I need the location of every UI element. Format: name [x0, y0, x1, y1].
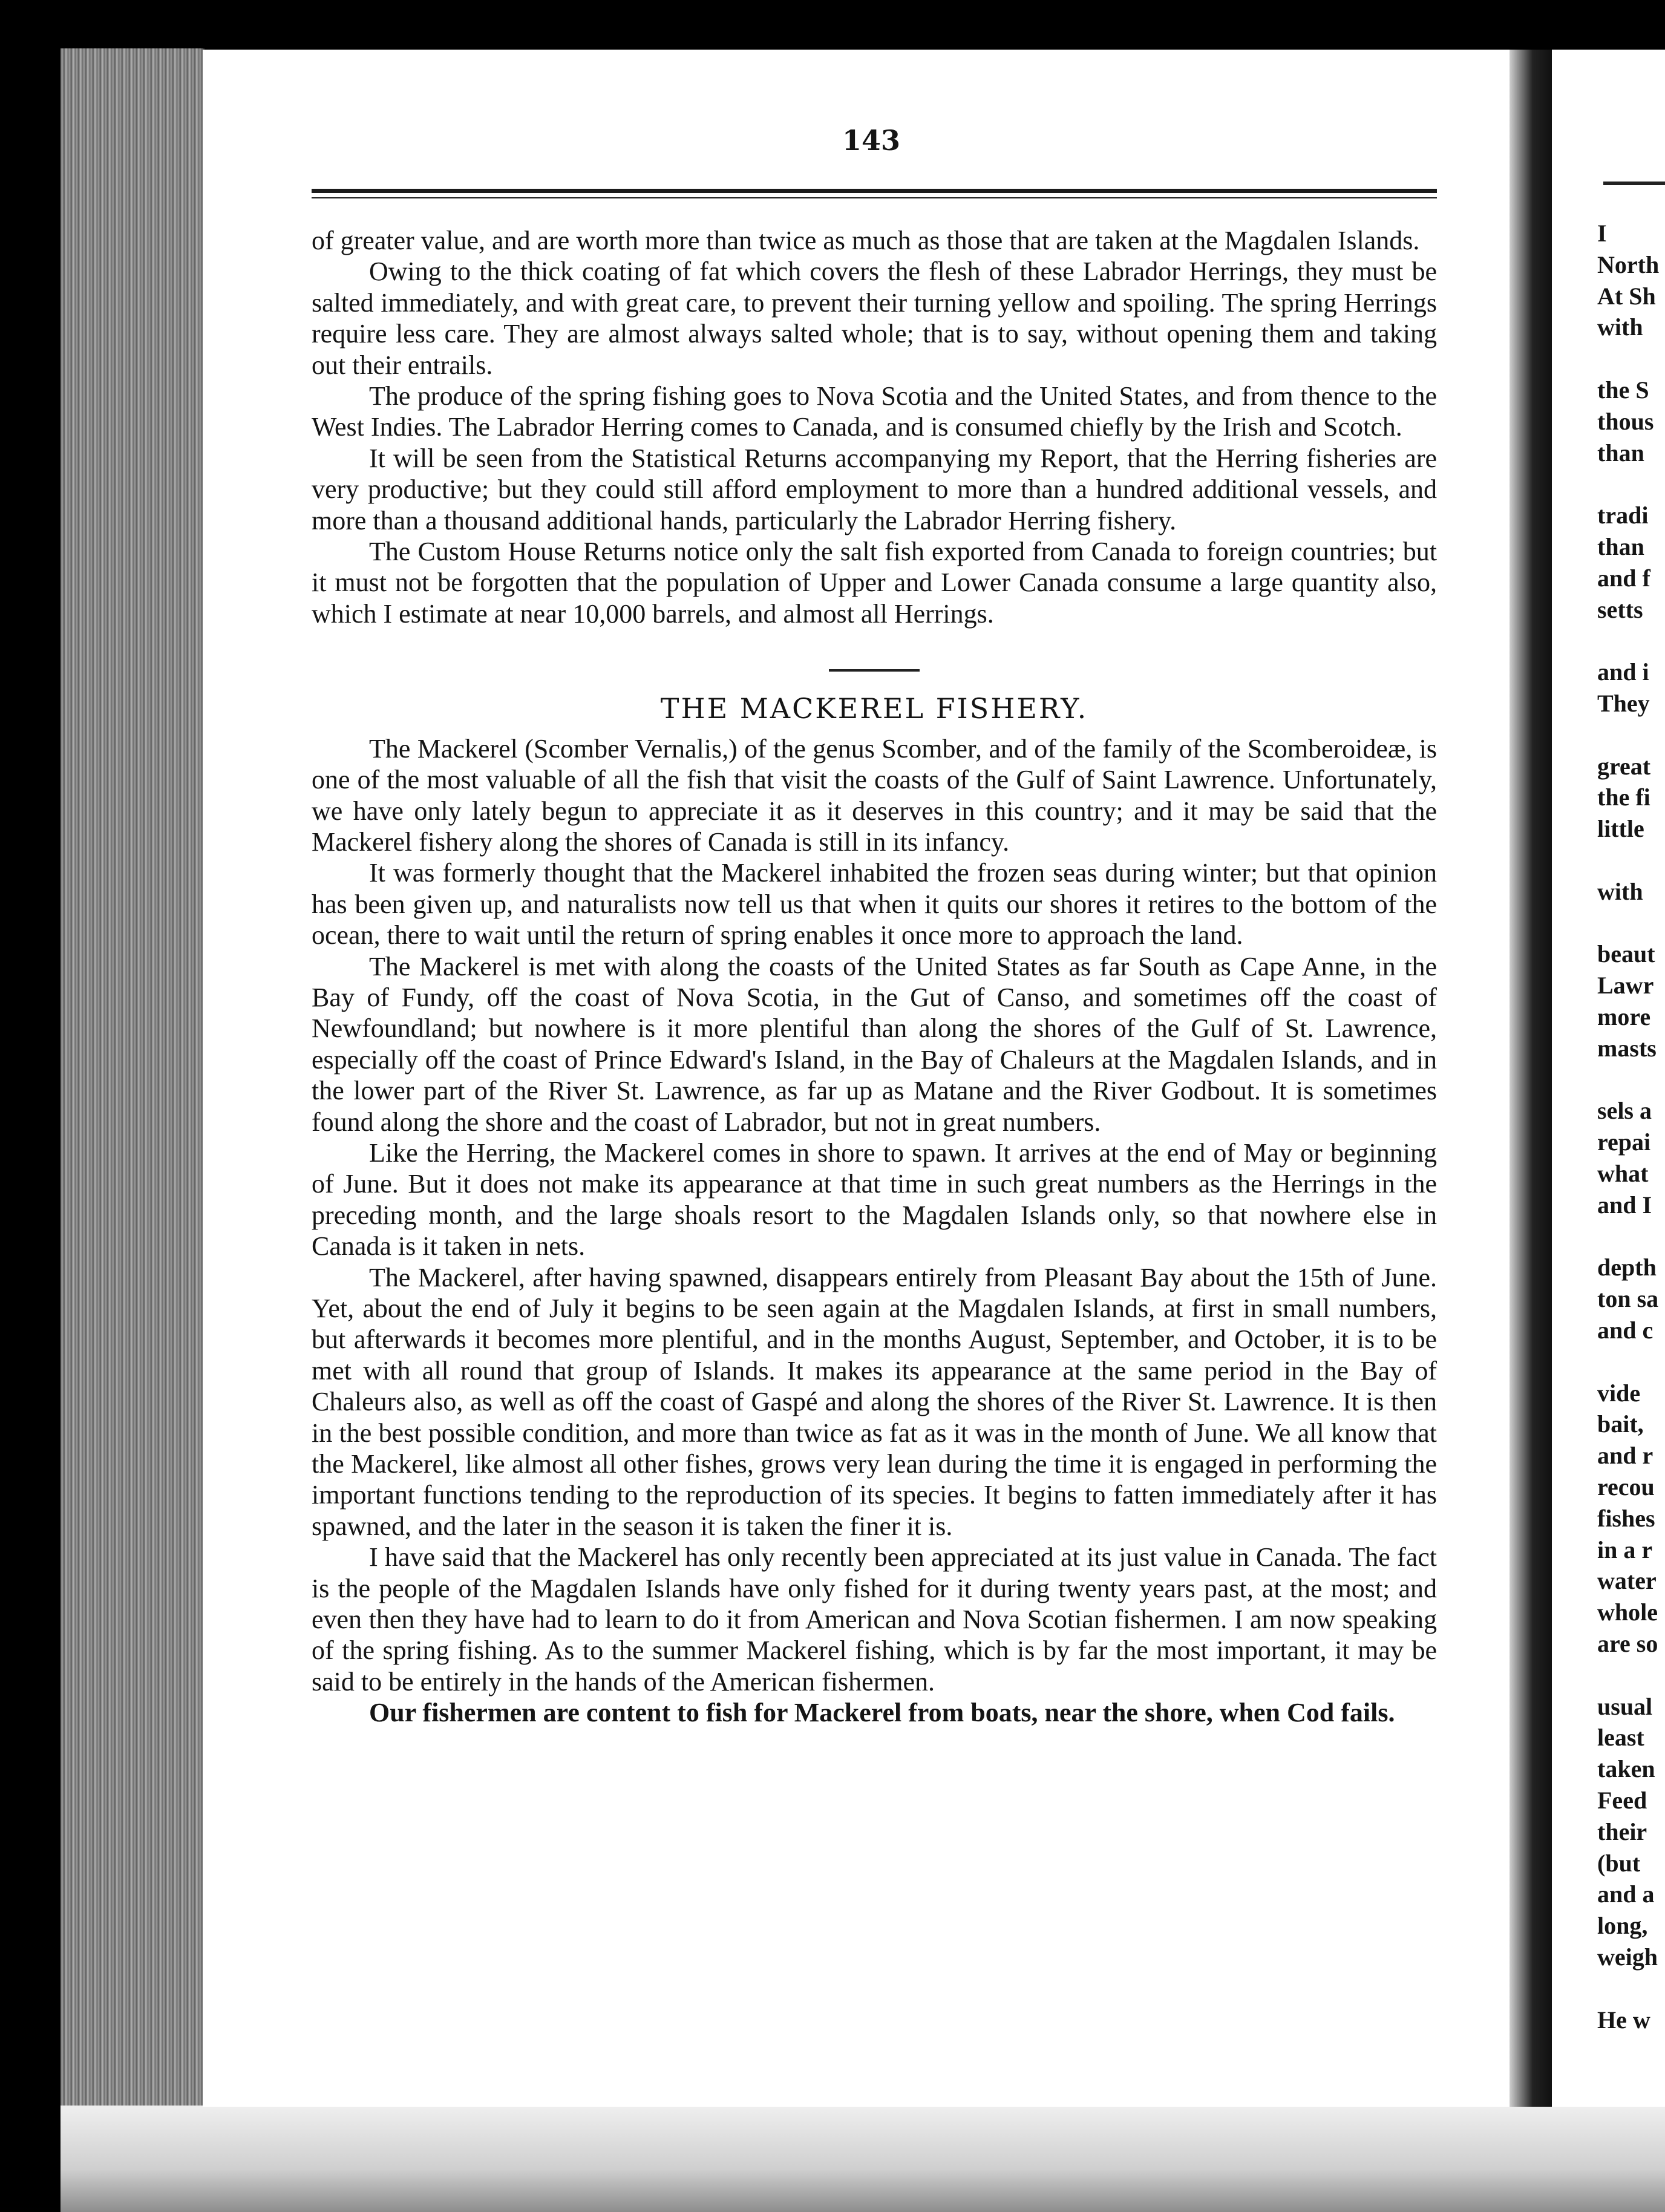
- next-page-fragment: They: [1597, 690, 1650, 717]
- next-page-fragment: tradi: [1597, 502, 1649, 529]
- next-page-fragment: vide: [1597, 1379, 1641, 1407]
- next-page-fragment: and i: [1597, 658, 1649, 686]
- next-page-fragment: Lawr: [1597, 972, 1654, 1000]
- next-page-fragment: with: [1597, 877, 1643, 905]
- next-page-fragment: are so: [1597, 1630, 1658, 1657]
- next-page-fragment: recou: [1597, 1473, 1655, 1500]
- next-page-fragment: what: [1597, 1160, 1649, 1187]
- next-page-fragment: and c: [1597, 1317, 1654, 1344]
- paragraph: Like the Herring, the Mackerel comes in shore to spawn. It arrives at the end of May or beginning of June. But it does not make its appearance at that time in such great numbers as the Herrings in the preceding month, and the large shoals resort to the Magdalen Islands only, so that nowhere else in Canada is it taken in nets.: [312, 1137, 1437, 1261]
- next-page-fragment: thous: [1597, 407, 1654, 435]
- next-page-fragment: more: [1597, 1003, 1651, 1030]
- next-page-fragment: bait,: [1597, 1410, 1644, 1438]
- next-page-fragment: little: [1597, 815, 1644, 843]
- next-page-fragment: their: [1597, 1818, 1647, 1845]
- next-page-fragment: fishes: [1597, 1504, 1655, 1532]
- book-page-edges: [61, 48, 204, 2154]
- next-page-fragment: in a r: [1597, 1536, 1653, 1563]
- next-page-fragment: and f: [1597, 564, 1650, 592]
- scan-border-left: [0, 0, 61, 2212]
- next-page-fragment: long,: [1597, 1912, 1648, 1940]
- next-page-fragment: and a: [1597, 1880, 1655, 1908]
- paragraph: The Mackerel, after having spawned, disappears entirely from Pleasant Bay about the 15th of June. Yet, about the end of July it begins to be seen again at the Magdalen Islands, at first in small numbers, but afterwards it becomes more plentiful, and in the months August, September, and October, it is to be met with all round that group of Islands. It makes its appearance at the same period in the Bay of Chaleurs also, as well as off the coast of Gaspé and along the shores of the River St. Lawrence. It is then in the best possible condition, and more than twice as fat as it was in the month of June. We all know that the Mackerel, like almost all other fishes, grows very lean during the time it is engaged in performing the important functions tending to the reproduction of its species. It begins to fatten immediately after it has spawned, and the later in the season it is taken the finer it is.: [312, 1262, 1437, 1541]
- next-page-fragment: North: [1597, 250, 1660, 278]
- next-page-fragment: and r: [1597, 1442, 1654, 1470]
- paragraph: I have said that the Mackerel has only recently been appreciated at its just value in Canada. The fact is the people of the Magdalen Islands have only fished for it during twenty years past, at the most; and even then they have had to learn to do it from American and Nova Scotian fishermen. I am now speaking of the spring fishing. As to the summer Mackerel fishing, which is by far the most important, it may be said to be entirely in the hands of the American fishermen.: [312, 1542, 1437, 1697]
- next-page-fragment: least: [1597, 1724, 1644, 1752]
- next-page-fragment: whole: [1597, 1598, 1658, 1626]
- next-page-fragment: I: [1597, 220, 1607, 247]
- next-page-fragment: He w: [1597, 2006, 1650, 2034]
- section-separator: [829, 669, 920, 672]
- next-page-fragment: beaut: [1597, 940, 1655, 968]
- paragraph: The Mackerel (Scomber Vernalis,) of the genus Scomber, and of the family of the Scomberoideæ, is one of the most valuable of all the fish that visit the coasts of the Gulf of Saint Lawrence. Unfortunately, we have only lately begun to appreciate it as it deserves in this country; and it may be said that the Mackerel fishery along the shores of Canada is still in its infancy.: [312, 733, 1437, 857]
- book-bottom-edge: [61, 2106, 1665, 2212]
- page-body: [312, 225, 1437, 1729]
- closing-bold-line: Our fishermen are content to fish for Mackerel from boats, near the shore, when Cod fails.: [369, 1698, 1395, 1728]
- header-rule: [312, 189, 1437, 193]
- next-page-fragment: masts: [1597, 1034, 1657, 1062]
- paragraph: The Custom House Returns notice only the salt fish exported from Canada to foreign countries; but it must not be forgotten that the population of Upper and Lower Canada consume a large quantity also, which I estimate at near 10,000 barrels, and almost all Herrings.: [312, 537, 1437, 629]
- next-page-fragment: At Sh: [1597, 282, 1656, 310]
- next-page-fragment: usual: [1597, 1692, 1653, 1720]
- next-page-fragment: than: [1597, 439, 1644, 466]
- next-page-fragment: setts: [1597, 595, 1643, 623]
- next-page-fragment: water: [1597, 1567, 1657, 1595]
- next-page-rule: [1603, 182, 1665, 185]
- next-page-fragment: (but: [1597, 1849, 1641, 1877]
- next-page-fragment: Feed: [1597, 1787, 1647, 1814]
- paragraph: The Mackerel is met with along the coasts of the United States as far South as Cape Anne, in the Bay of Fundy, off the coast of Nova Scotia, in the Gut of Canso, and sometimes off the coast of Newfoundland; but nowhere is it more plentiful than along the shores of the Gulf of St. Lawrence, especially off the coast of Prince Edward's Island, in the Bay of Chaleurs at the Magdalen Islands, and in the lower part of the River St. Lawrence, as far up as Matane and the River Godbout. It is sometimes found along the shore and the coast of Labrador, but not in great numbers.: [312, 951, 1437, 1137]
- paragraph: The produce of the spring fishing goes to Nova Scotia and the United States, and from thence to the West Indies. The Labrador Herring comes to Canada, and is consumed chiefly by the Irish and Scotch.: [312, 381, 1437, 442]
- paragraph: Owing to the thick coating of fat which covers the flesh of these Labrador Herrings, they must be salted immediately, and with great care, to prevent their turning yellow and spoiling. The spring Herrings require less care. They are almost always salted whole; that is to say, without opening them and taking out their entrails.: [312, 257, 1437, 380]
- next-page-fragment: ton sa: [1597, 1285, 1659, 1313]
- paragraph: of greater value, and are worth more than twice as much as those that are taken at the Magdalen Islands.: [312, 226, 1420, 255]
- next-page-fragment: repai: [1597, 1128, 1651, 1156]
- next-page-fragment: with: [1597, 313, 1643, 341]
- next-page-fragment: and I: [1597, 1191, 1652, 1219]
- next-page-fragment: depth: [1597, 1254, 1657, 1281]
- header-rule-thin: [312, 197, 1437, 198]
- next-page-fragment: weigh: [1597, 1943, 1658, 1971]
- next-page-fragment: than: [1597, 533, 1644, 560]
- next-page-fragment: the fi: [1597, 784, 1650, 811]
- next-page-fragment: sels a: [1597, 1097, 1652, 1125]
- next-page-fragment: great: [1597, 752, 1651, 780]
- paragraph: It will be seen from the Statistical Returns accompanying my Report, that the Herring fisheries are very productive; but they could still afford employment to more than a hundred additional vessels, and more than a thousand additional hands, particularly the Labrador Herring fishery.: [312, 443, 1437, 535]
- section-heading: THE MACKEREL FISHERY.: [660, 692, 1088, 725]
- book-gutter: [1510, 50, 1552, 2107]
- scan-border-top: [0, 0, 1665, 50]
- paragraph: It was formerly thought that the Mackerel inhabited the frozen seas during winter; but that opinion has been given up, and naturalists now tell us that when it quits our shores it retires to the bottom of the ocean, there to wait until the return of spring enables it once more to approach the land.: [312, 858, 1437, 951]
- page-number: 143: [842, 124, 901, 157]
- next-page-fragment: the S: [1597, 376, 1649, 404]
- next-page-fragment: taken: [1597, 1755, 1655, 1783]
